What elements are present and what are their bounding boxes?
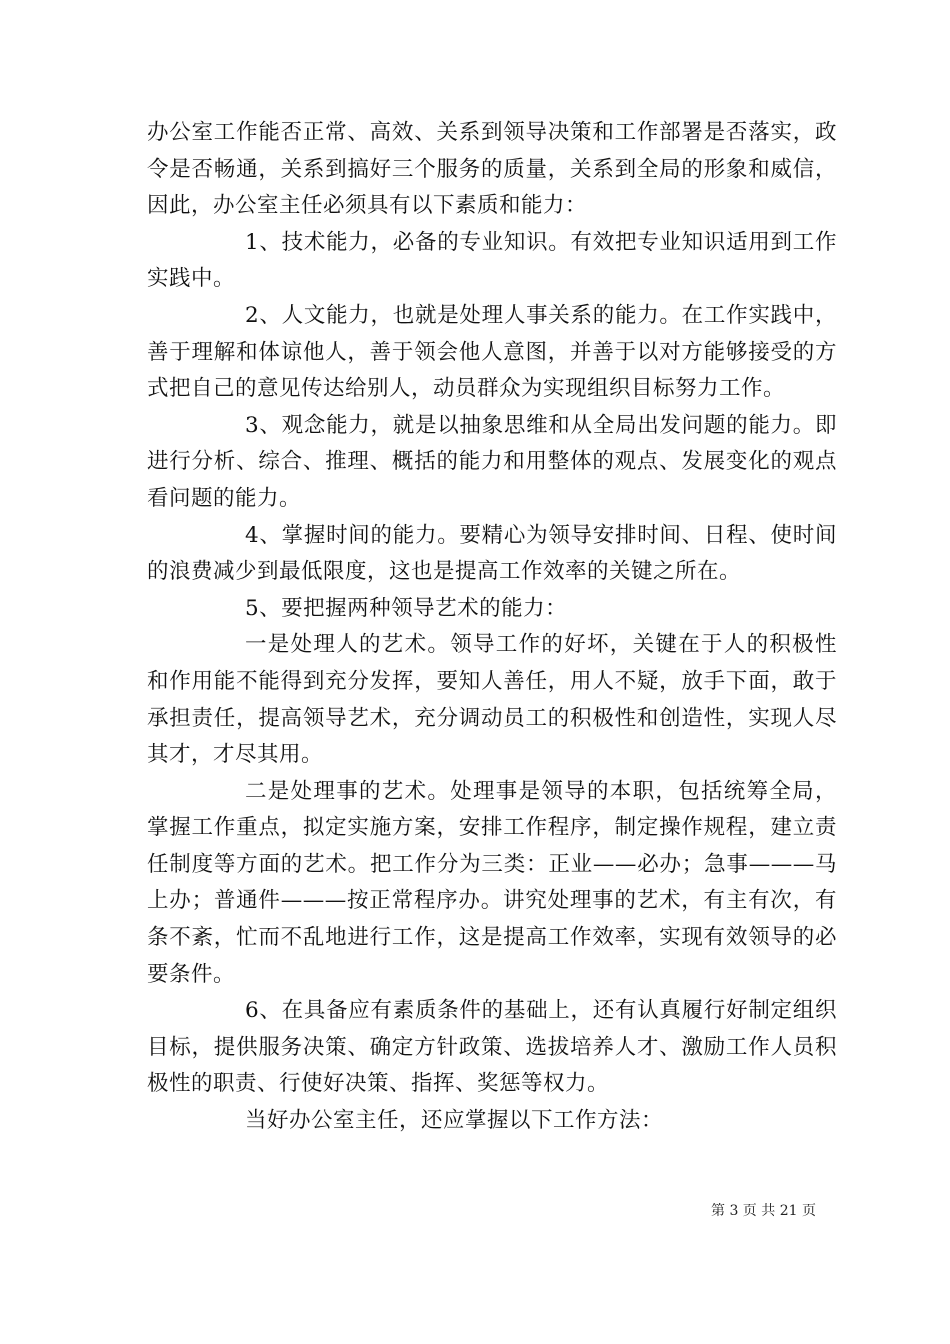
body-text	[147, 115, 837, 1140]
paragraph-item-4: 4、掌握时间的能力。要精心为领导安排时间、日程、使时间的浪费减少到最低限度，这也是提高工作效率的关键之所在。	[147, 522, 837, 585]
paragraph-affairs-art: 二是处理事的艺术。处理事是领导的本职，包括统筹全局，掌握工作重点，拟定实施方案，安排工作程序，制定操作规程，建立责任制度等方面的艺术。把工作分为三类：正业——必办；急事———马上办；普通件———按正常程序办。讲究处理事的艺术，有主有次，有条不紊，忙而不乱地进行工作，这是提高工作效率，实现有效领导的必要条件。	[147, 778, 837, 987]
paragraph-item-2: 2、人文能力，也就是处理人事关系的能力。在工作实践中，善于理解和体谅他人，善于领会他人意图，并善于以对方能够接受的方式把自己的意见传达给别人，动员群众为实现组织目标努力工作。	[147, 302, 837, 402]
paragraph-item-6: 6、在具备应有素质条件的基础上，还有认真履行好制定组织目标，提供服务决策、确定方针政策、选拔培养人才、激励工作人员积极性的职责、行使好决策、指挥、奖惩等权力。	[147, 998, 837, 1097]
page-number-footer: 第 3 页 共 21 页	[711, 1203, 816, 1219]
paragraph-item-3: 3、观念能力，就是以抽象思维和从全局出发问题的能力。即进行分析、综合、推理、概括的能力和用整体的观点、发展变化的观点看问题的能力。	[147, 412, 837, 511]
paragraph-intro: 办公室工作能否正常、高效、关系到领导决策和工作部署是否落实，政令是否畅通，关系到搞好三个服务的质量，关系到全局的形象和威信，因此，办公室主任必须具有以下素质和能力：	[147, 120, 837, 219]
paragraph-item-5: 5、要把握两种领导艺术的能力：	[245, 595, 568, 621]
paragraph-people-art: 一是处理人的艺术。领导工作的好坏，关键在于人的积极性和作用能不能得到充分发挥，要知人善任，用人不疑，放手下面，敢于承担责任，提高领导艺术，充分调动员工的积极性和创造性，实现人尽其才，才尽其用。	[147, 632, 837, 768]
paragraph-item-1: 1、技术能力，必备的专业知识。有效把专业知识适用到工作实践中。	[147, 229, 837, 292]
paragraph-methods-intro: 当好办公室主任，还应掌握以下工作方法：	[245, 1108, 664, 1134]
